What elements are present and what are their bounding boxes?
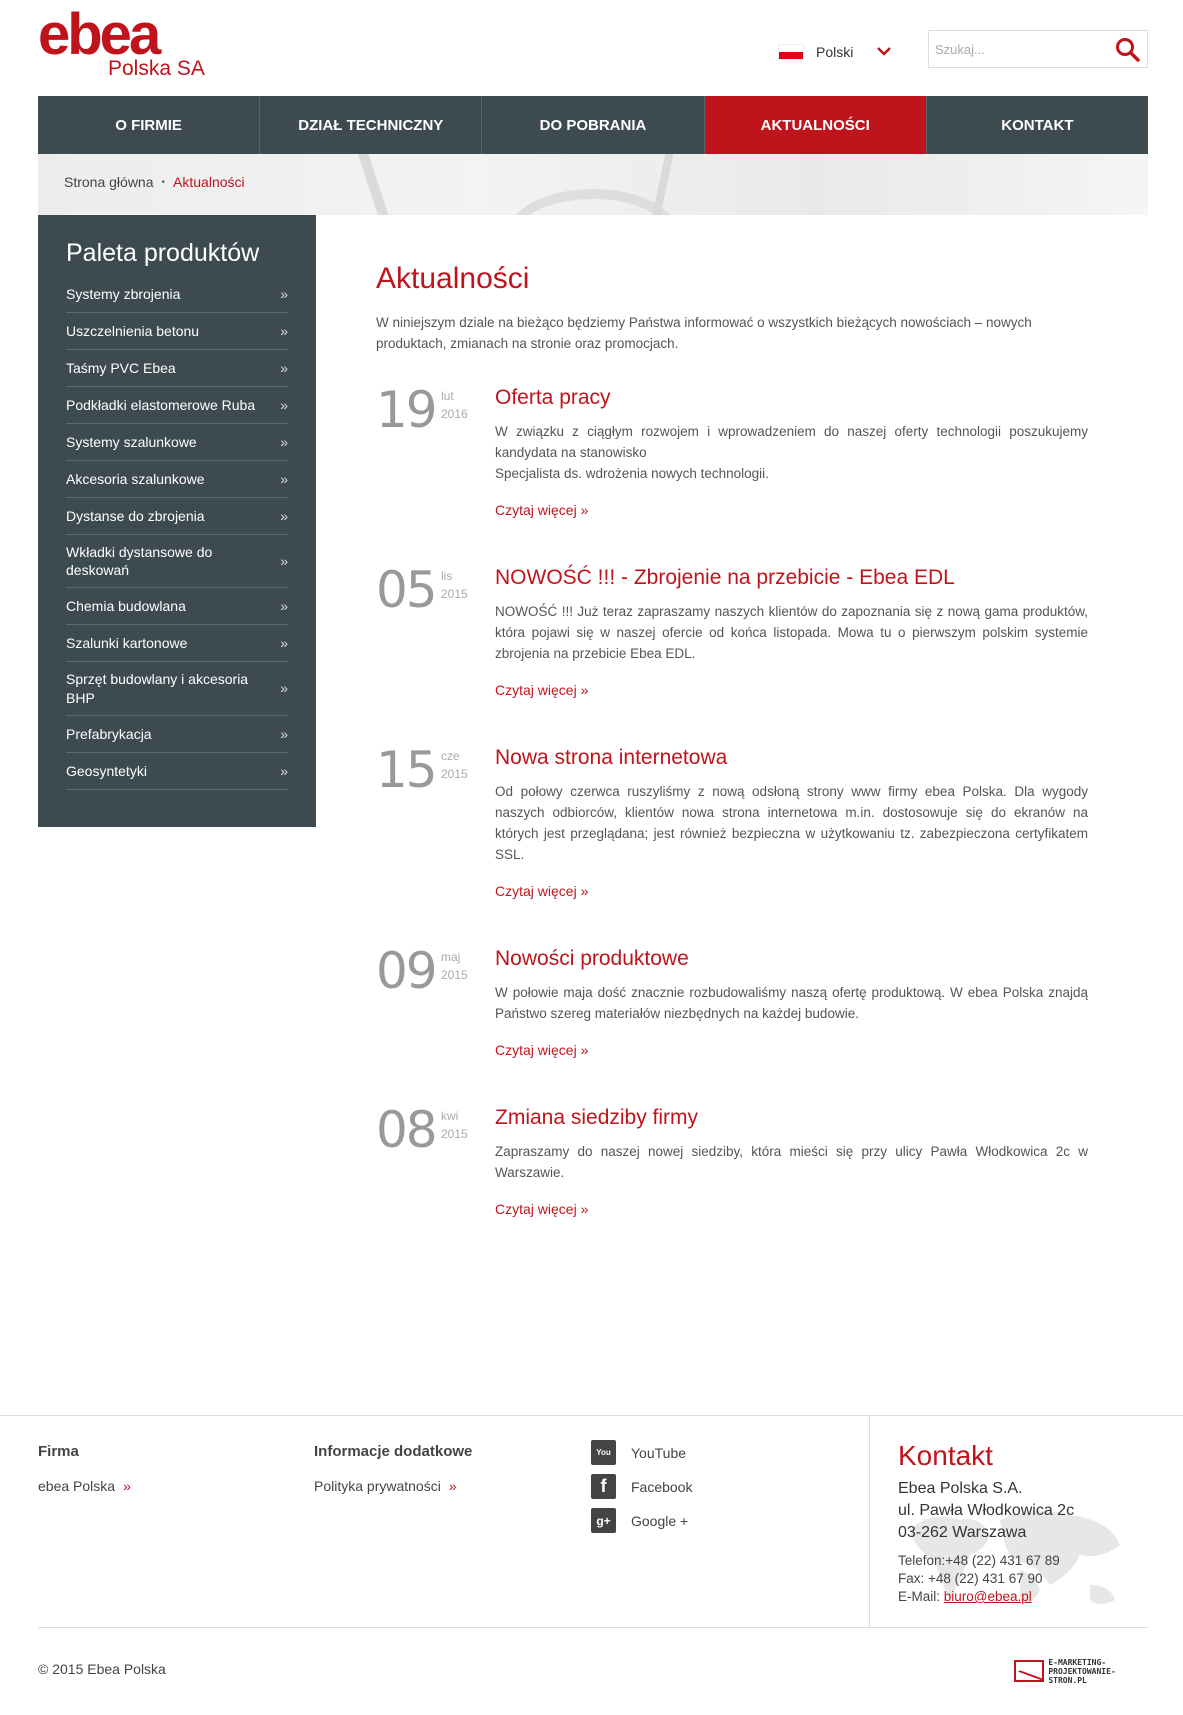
post-body xyxy=(495,745,1088,901)
read-more-link[interactable]: Czytaj więcej » xyxy=(495,682,589,698)
post-title-link[interactable]: Nowa strona internetowa xyxy=(495,746,728,769)
sidebar-item-label: Uszczelnienia betonu xyxy=(66,322,200,339)
social-link-facebook[interactable] xyxy=(591,1474,692,1499)
double-chevron-right-icon: » xyxy=(280,635,288,652)
post-day: 08 xyxy=(376,1101,436,1159)
social-link-youtube[interactable] xyxy=(591,1440,686,1465)
google-plus-icon: g+ xyxy=(591,1508,616,1533)
main-navigation xyxy=(38,96,1148,154)
double-chevron-right-icon: » xyxy=(280,470,288,487)
post-title-link[interactable]: Zmiana siedziby firmy xyxy=(495,1106,699,1129)
sidebar-item-label: Systemy szalunkowe xyxy=(66,433,197,450)
breadcrumb-banner xyxy=(38,154,1148,215)
post-day: 15 xyxy=(376,741,436,799)
nav-aktualnosci[interactable]: AKTUALNOŚCI xyxy=(705,96,927,154)
sidebar-item-label: Taśmy PVC Ebea xyxy=(66,359,176,376)
product-sidebar xyxy=(38,215,316,827)
post-year: 2015 xyxy=(441,968,468,982)
double-chevron-right-icon: » xyxy=(280,553,288,570)
contact-email-row xyxy=(898,1588,1148,1606)
language-label: Polski xyxy=(816,44,854,60)
facebook-icon: f xyxy=(591,1474,616,1499)
search-input[interactable] xyxy=(929,31,1109,67)
logo-wordmark: ebea xyxy=(38,2,159,67)
post-excerpt: Od połowy czerwca ruszyliśmy z nową odsłoną strony www firmy ebea Polska. Dla wygody naszych odbiorców, klientów nowa strona internetowa m.in. dostosowuje się do ekranów na których jest przeglądana; jest również bezpieczna w użytkowaniu tz. zabezpieczona certyfikatem SSL. xyxy=(495,784,1088,862)
post-year: 2016 xyxy=(441,407,468,421)
page-title: Aktualności xyxy=(376,262,530,295)
sidebar-item-systemy-szalunkowe[interactable] xyxy=(66,424,288,461)
double-chevron-right-icon: » xyxy=(123,1478,131,1494)
sidebar-item-akcesoria-szalunkowe[interactable] xyxy=(66,461,288,498)
post-month: kwi xyxy=(441,1109,459,1123)
youtube-icon: You xyxy=(591,1440,616,1465)
chevron-down-icon xyxy=(877,43,891,61)
breadcrumb xyxy=(64,174,245,190)
main-content xyxy=(376,262,1088,354)
double-chevron-right-icon: » xyxy=(280,725,288,742)
double-chevron-right-icon: » xyxy=(280,762,288,779)
double-chevron-right-icon: » xyxy=(448,1478,457,1494)
agency-line-2: PROJEKTOWANIE-STRON.PL xyxy=(1048,1666,1116,1685)
sidebar-item-label: Prefabrykacja xyxy=(66,725,152,742)
sidebar-item-wkladki-dystansowe[interactable] xyxy=(66,535,288,588)
double-chevron-right-icon: » xyxy=(280,507,288,524)
breadcrumb-current: Aktualności xyxy=(173,174,245,190)
post-year: 2015 xyxy=(441,1127,468,1141)
post-excerpt: W połowie maja dość znacznie rozbudowaliśmy naszą ofertę produktową. W ebea Polska znajdą Państwo szereg materiałów niezbędnych na każdej budowie. xyxy=(495,985,1088,1021)
nav-dzial-techniczny[interactable]: DZIAŁ TECHNICZNY xyxy=(260,96,482,154)
read-more-link[interactable]: Czytaj więcej » xyxy=(495,1042,589,1058)
sidebar-item-label: Geosyntetyki xyxy=(66,762,147,779)
post-month: lut xyxy=(441,389,454,403)
sidebar-item-prefabrykacja[interactable] xyxy=(66,716,288,753)
post-day: 19 xyxy=(376,381,436,439)
footer-column-divider xyxy=(869,1416,870,1627)
contact-city: 03-262 Warszawa xyxy=(898,1524,1027,1541)
post-month: cze xyxy=(441,749,460,763)
read-more-link[interactable]: Czytaj więcej » xyxy=(495,502,589,518)
post-month: maj xyxy=(441,950,461,964)
post-month: lis xyxy=(441,569,453,583)
poland-flag-icon xyxy=(778,44,804,60)
sidebar-item-sprzet-bhp[interactable] xyxy=(66,662,288,715)
social-label: Facebook xyxy=(631,1478,693,1495)
banner-decoration xyxy=(356,154,390,215)
post-excerpt: NOWOŚĆ !!! Już teraz zapraszamy naszych klientów do zapoznania się z nową gama produktów, która pojawi się w naszej ofercie od końca listopada. Mowa tu o pierwszym polskim systemie zbrojenia na przebicie Ebea EDL. xyxy=(495,604,1088,661)
contact-phone: Telefon:+48 (22) 431 67 89 xyxy=(898,1553,1060,1568)
copyright: © 2015 Ebea Polska xyxy=(38,1661,166,1677)
post-excerpt: W związku z ciągłym rozwojem i wprowadzeniem do naszej oferty technologii poszukujemy kandydata na stanowisko Specjalista ds. wdrożenia nowych technologii. xyxy=(495,424,1088,481)
nav-kontakt[interactable]: KONTAKT xyxy=(1001,116,1074,134)
social-label: YouTube xyxy=(631,1444,687,1461)
post-title-link[interactable]: Nowości produktowe xyxy=(495,947,689,970)
ebea-logo[interactable] xyxy=(38,2,228,82)
contact-email-label: E-Mail: xyxy=(898,1589,944,1604)
sidebar-item-label: Szalunki kartonowe xyxy=(66,635,188,652)
nav-do-pobrania[interactable]: DO POBRANIA xyxy=(482,96,704,154)
footer-contact xyxy=(898,1440,1148,1606)
agency-text xyxy=(1048,1658,1148,1685)
language-selector[interactable] xyxy=(778,40,898,64)
contact-company: Ebea Polska S.A. xyxy=(898,1480,1023,1497)
post-body xyxy=(495,1105,1088,1219)
sidebar-item-label: Akcesoria szalunkowe xyxy=(66,470,205,487)
search-box xyxy=(928,30,1148,68)
contact-street: ul. Pawła Włodkowica 2c xyxy=(898,1502,1075,1519)
breadcrumb-home-link[interactable]: Strona główna xyxy=(64,174,154,190)
contact-fax: Fax: +48 (22) 431 67 90 xyxy=(898,1571,1043,1586)
post-title-link[interactable]: Oferta pracy xyxy=(495,386,611,409)
double-chevron-right-icon: » xyxy=(280,285,288,302)
sidebar-item-szalunki-kartonowe[interactable] xyxy=(66,625,288,662)
breadcrumb-separator: • xyxy=(161,176,166,188)
sidebar-item-dystanse[interactable] xyxy=(66,498,288,535)
footer-info-heading: Informacje dodatkowe xyxy=(314,1443,473,1460)
sidebar-item-label: Dystanse do zbrojenia xyxy=(66,507,205,524)
sidebar-item-systemy-zbrojenia[interactable] xyxy=(66,276,288,313)
nav-o-firmie[interactable]: O FIRMIE xyxy=(38,96,260,154)
double-chevron-right-icon: » xyxy=(280,598,288,615)
footer-link-privacy-policy[interactable] xyxy=(314,1478,457,1494)
footer-firma-heading: Firma xyxy=(38,1443,79,1460)
logo-subtitle: Polska SA xyxy=(108,57,205,80)
sidebar-item-podkladki-ruba[interactable] xyxy=(66,387,288,424)
sidebar-item-geosyntetyki[interactable] xyxy=(66,753,288,790)
sidebar-item-chemia-budowlana[interactable] xyxy=(66,588,288,625)
sidebar-item-label: Systemy zbrojenia xyxy=(66,285,181,302)
post-day: 09 xyxy=(376,942,436,1000)
contact-heading: Kontakt xyxy=(898,1440,993,1471)
agency-logo[interactable] xyxy=(1014,1656,1148,1686)
search-icon[interactable] xyxy=(1115,37,1141,63)
social-link-google-plus[interactable] xyxy=(591,1508,688,1533)
post-title-link[interactable]: NOWOŚĆ !!! - Zbrojenie na przebicie - Ebea EDL xyxy=(495,566,955,589)
double-chevron-right-icon: » xyxy=(280,680,288,697)
post-body xyxy=(495,385,1088,520)
post-body xyxy=(495,946,1088,1060)
post-excerpt: Zapraszamy do naszej nowej siedziby, która mieści się przy ulicy Pawła Włodkowica 2c w Warszawie. xyxy=(495,1144,1088,1180)
post-year: 2015 xyxy=(441,767,468,781)
read-more-link[interactable]: Czytaj więcej » xyxy=(495,883,589,899)
envelope-icon xyxy=(1014,1660,1044,1682)
post-body xyxy=(495,565,1088,700)
double-chevron-right-icon: » xyxy=(280,359,288,376)
footer-link-label: Polityka prywatności xyxy=(314,1478,441,1494)
sidebar-item-uszczelnienia-betonu[interactable] xyxy=(66,313,288,350)
intro-text: W niniejszym dziale na bieżąco będziemy Państwa informować o wszystkich bieżących nowościach – nowych produktach, zmianach na stronie oraz promocjach. xyxy=(376,315,1032,351)
footer-divider xyxy=(0,1415,1183,1416)
footer-link-label: ebea Polska xyxy=(38,1478,116,1494)
sidebar-title: Paleta produktów xyxy=(66,239,260,267)
sidebar-item-label: Podkładki elastomerowe Ruba xyxy=(66,396,256,413)
double-chevron-right-icon: » xyxy=(280,396,288,413)
sidebar-item-label: Wkładki dystansowe do deskowań xyxy=(66,544,213,579)
agency-line-1: E-MARKETING- xyxy=(1048,1657,1107,1667)
double-chevron-right-icon: » xyxy=(280,322,288,339)
social-label: Google + xyxy=(631,1512,689,1529)
sidebar-item-tasmy-pvc[interactable] xyxy=(66,350,288,387)
post-year: 2015 xyxy=(441,587,468,601)
contact-email-link[interactable]: biuro@ebea.pl xyxy=(943,1589,1032,1604)
post-day: 05 xyxy=(376,561,436,619)
footer-link-ebea-polska[interactable] xyxy=(38,1478,131,1494)
footer-bottom-divider xyxy=(38,1627,1148,1628)
sidebar-item-label: Sprzęt budowlany i akcesoria BHP xyxy=(66,671,249,706)
sidebar-item-label: Chemia budowlana xyxy=(66,598,186,615)
read-more-link[interactable]: Czytaj więcej » xyxy=(495,1201,589,1217)
double-chevron-right-icon: » xyxy=(280,433,288,450)
